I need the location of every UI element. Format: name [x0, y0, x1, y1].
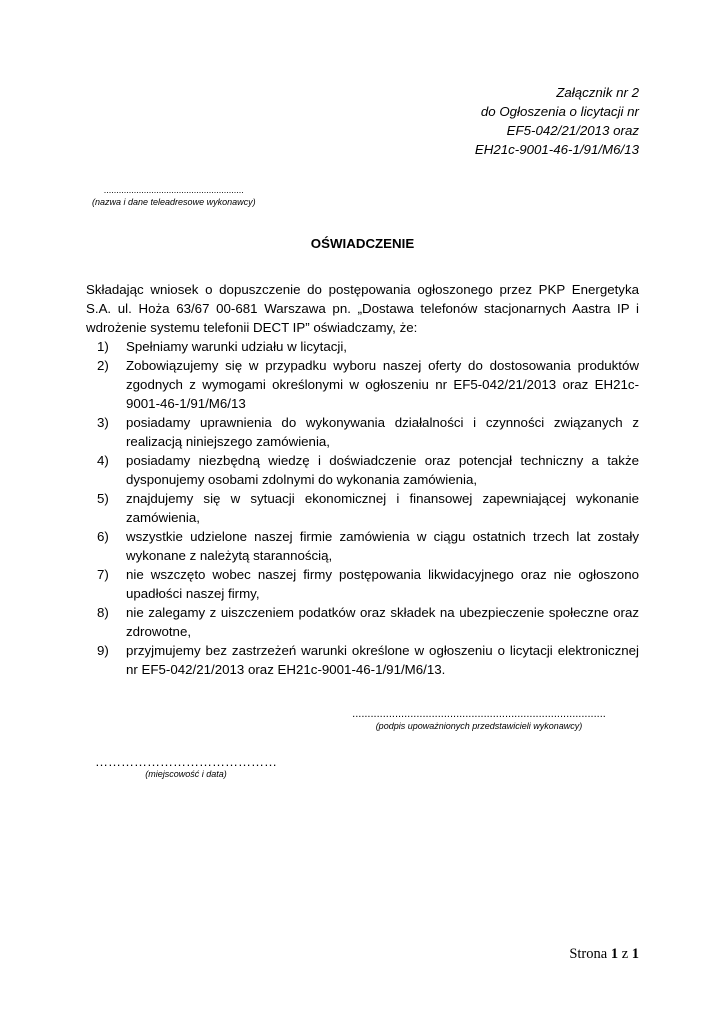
list-item [86, 451, 639, 489]
list-item-number: 4) [97, 453, 109, 468]
list-item-text: nie wszczęto wobec naszej firmy postępowania likwidacyjnego oraz nie ogłoszono upadłości naszej firmy, [126, 567, 639, 601]
contractor-caption: (nazwa i dane teleadresowe wykonawcy) [92, 197, 256, 207]
page-separator: z [621, 946, 629, 962]
list-item-number: 7) [97, 567, 109, 582]
list-item [86, 356, 639, 413]
list-item [86, 641, 639, 679]
signature-dotted-line: ................................................................................... [352, 708, 606, 720]
signature-block [320, 708, 638, 732]
list-item-number: 9) [97, 643, 109, 658]
list-item-number: 5) [97, 491, 109, 506]
attachment-reference-line: EF5-042/21/2013 oraz [506, 123, 639, 138]
page-total: 1 [631, 946, 639, 962]
attachment-reference-line: do Ogłoszenia o licytacji nr [480, 104, 639, 119]
page-number [569, 946, 639, 963]
list-item-text: Spełniamy warunki udziału w licytacji, [126, 339, 347, 354]
attachment-number: Załącznik nr 2 [556, 85, 639, 100]
list-item-text: posiadamy niezbędną wiedzę i doświadczenie oraz potencjał techniczny a także dysponujemy osobami zdolnymi do wykonania zamówienia, [126, 453, 639, 487]
list-item [86, 565, 639, 603]
list-item-text: wszystkie udzielone naszej firmie zamówienia w ciągu ostatnich trzech lat zostały wykonane z należytą starannością, [126, 529, 639, 563]
intro-paragraph: Składając wniosek o dopuszczenie do postępowania ogłoszonego przez PKP Energetyka S.A. ul. Hoża 63/67 00-681 Warszawa pn. „Dostawa telefonów stacjonarnych Aastra IP i wdrożenie systemu telefonii DECT IP” oświadczamy, że: [86, 282, 639, 335]
list-item [86, 413, 639, 451]
list-item-number: 3) [97, 415, 109, 430]
list-item-text: Zobowiązujemy się w przypadku wyboru naszej oferty do dostosowania produktów zgodnych z wymogami określonymi w ogłoszeniu nr EF5-042/21/2013 oraz EH21c-9001-46-1/91/M6/13 [126, 358, 639, 411]
contractor-dotted-line: ........................................................ [103, 185, 244, 195]
page-label: Strona [569, 946, 608, 962]
list-item-text: nie zalegamy z uiszczeniem podatków oraz składek na ubezpieczenie społeczne oraz zdrowotne, [126, 605, 639, 639]
place-date-dotted-line: …………………………………… [95, 754, 277, 769]
list-item-number: 1) [97, 339, 109, 354]
list-item-number: 8) [97, 605, 109, 620]
page-current: 1 [610, 946, 619, 962]
signature-caption: (podpis upoważnionych przedstawicieli wykonawcy) [375, 721, 583, 731]
attachment-reference-line: EH21c-9001-46-1/91/M6/13 [474, 142, 639, 157]
list-item [86, 337, 639, 356]
declaration-list [86, 337, 639, 679]
list-item-text: posiadamy uprawnienia do wykonywania działalności i czynności związanych z realizacją niniejszego zamówienia, [126, 415, 639, 449]
place-date-caption: (miejscowość i data) [145, 769, 227, 779]
attachment-header [475, 83, 639, 159]
list-item-number: 6) [97, 529, 109, 544]
list-item [86, 603, 639, 641]
list-item-text: przyjmujemy bez zastrzeżeń warunki określone w ogłoszeniu o licytacji elektronicznej nr EF5-042/21/2013 oraz EH21c-9001-46-1/91/M6/13. [126, 643, 639, 677]
place-date-block [92, 756, 280, 780]
contractor-block [92, 184, 256, 208]
document-title: OŚWIADCZENIE [310, 236, 415, 251]
list-item [86, 527, 639, 565]
list-item-text: znajdujemy się w sytuacji ekonomicznej i finansowej zapewniającej wykonanie zamówienia, [126, 491, 639, 525]
list-item [86, 489, 639, 527]
list-item-number: 2) [97, 358, 109, 373]
